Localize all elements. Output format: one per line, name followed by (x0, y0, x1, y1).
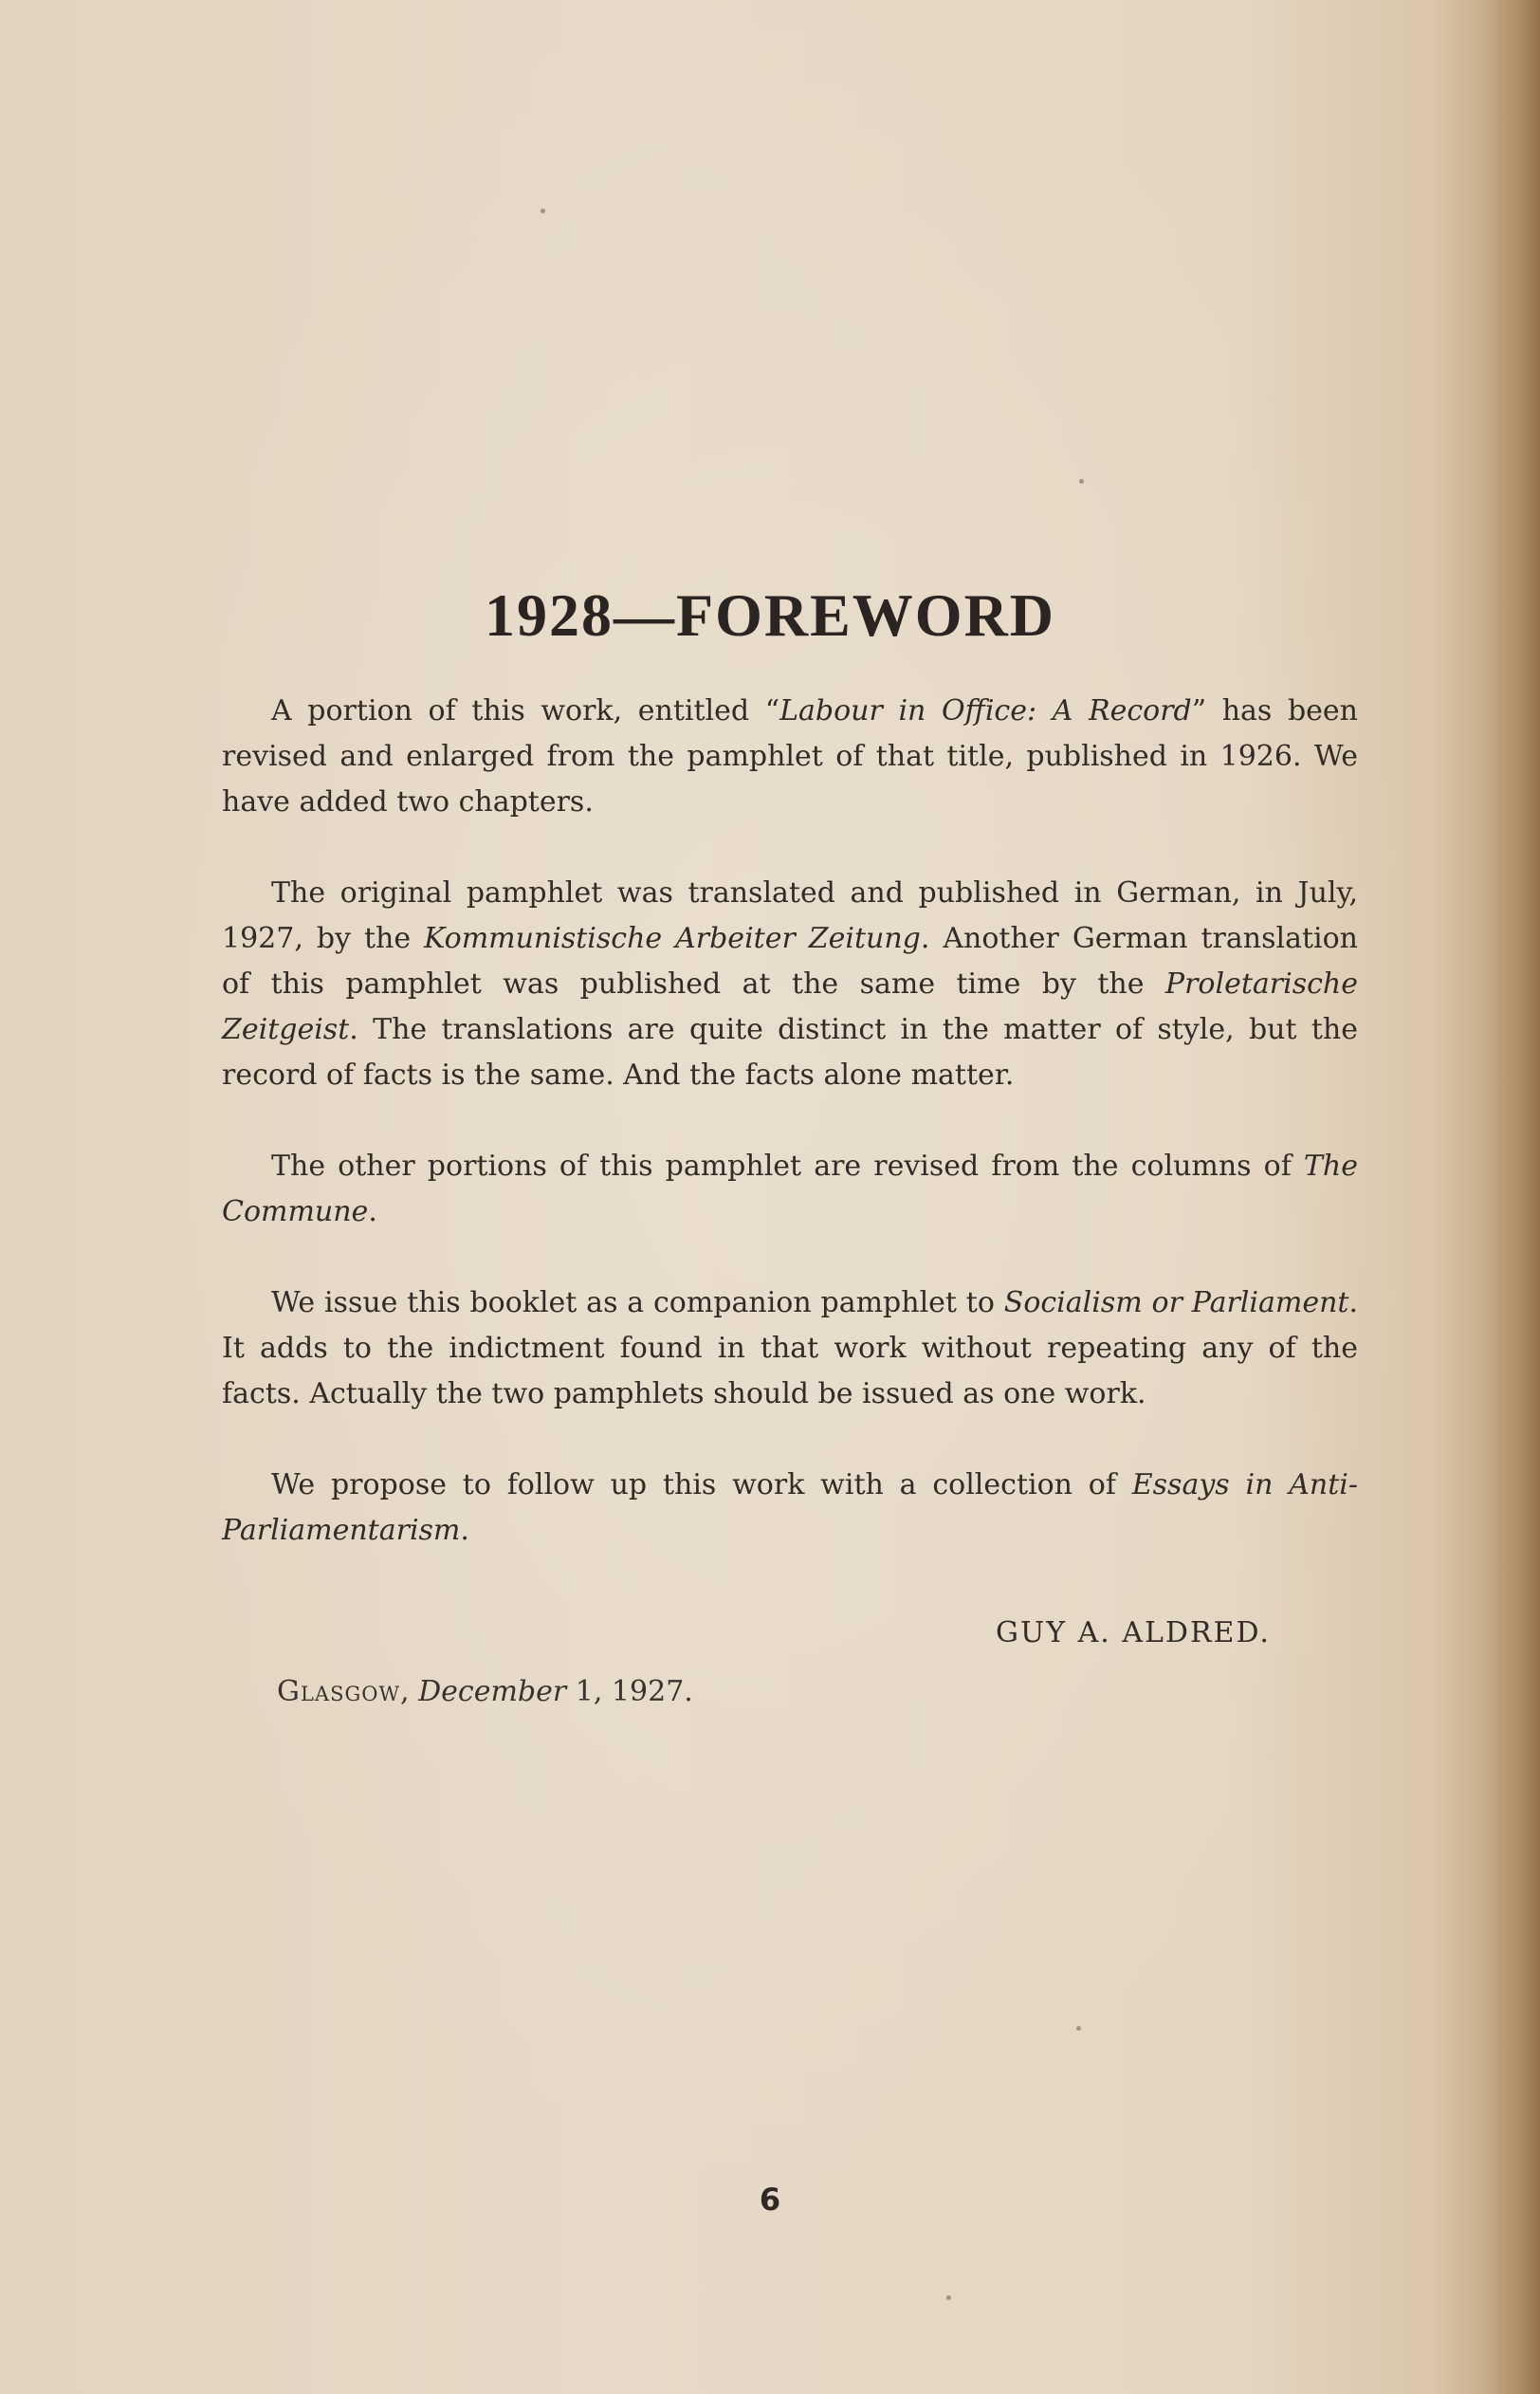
publication-name-italic: Proletarische Zeitgeist (222, 967, 1358, 1046)
paragraph-text: ” has been revised and enlarged from the pamphlet of that title, published in 1926. We have added two chapters. (222, 694, 1358, 819)
foreword-body (222, 689, 1358, 1599)
book-title-italic: Socialism or Parliament (1003, 1286, 1349, 1319)
paragraph-text: The original pamphlet was translated and published in German, in July, 1927, by the (222, 876, 1358, 955)
author-signature: GUY A. ALDRED. (996, 1616, 1271, 1649)
paper-speck (946, 2295, 951, 2300)
paragraph-text: We issue this booklet as a companion pamphlet to (271, 1286, 1004, 1319)
paragraph-text: . (368, 1195, 377, 1228)
spine-shadow (1483, 0, 1540, 2394)
paragraph-text: . The translations are quite distinct in the matter of style, but the record of facts is the same. And the facts alone matter. (222, 1013, 1358, 1092)
paragraph-text: We propose to follow up this work with a collection of (271, 1468, 1132, 1501)
paragraph-5 (222, 1463, 1358, 1554)
paragraph-4 (222, 1280, 1358, 1417)
dateline-date: 1, 1927. (566, 1675, 693, 1708)
publication-name-italic: Kommunistische Arbeiter Zeitung (424, 922, 921, 955)
page-title: 1928—FOREWORD (485, 581, 1055, 649)
book-title-italic: Essays in Anti-Parliamentarism (222, 1468, 1358, 1547)
paragraph-text: . (460, 1514, 469, 1547)
paragraph-3 (222, 1144, 1358, 1235)
book-title-italic: Labour in Office: A Record (779, 694, 1192, 727)
paragraph-text: A portion of this work, entitled “ (271, 694, 780, 727)
paragraph-text: . Another German translation of this pamphlet was published at the same time by the (222, 922, 1358, 1001)
paragraph-text: The other portions of this pamphlet are revised from the columns of (271, 1150, 1304, 1183)
paragraph-2 (222, 871, 1358, 1098)
dateline-separator: , (400, 1675, 419, 1708)
dateline-month: December (418, 1675, 567, 1708)
paper-speck (1079, 479, 1084, 484)
paragraph-1 (222, 689, 1358, 825)
dateline-place: Glasgow (277, 1675, 401, 1708)
paragraph-text: . It adds to the indictment found in that work without repeating any of the facts. Actually the two pamphlets should be issued as one work. (222, 1286, 1359, 1410)
publication-name-italic: The Commune (222, 1150, 1358, 1228)
paper-speck (1076, 2026, 1081, 2031)
page-number: 6 (759, 2182, 781, 2218)
paper-speck (541, 209, 545, 213)
dateline (277, 1675, 693, 1708)
